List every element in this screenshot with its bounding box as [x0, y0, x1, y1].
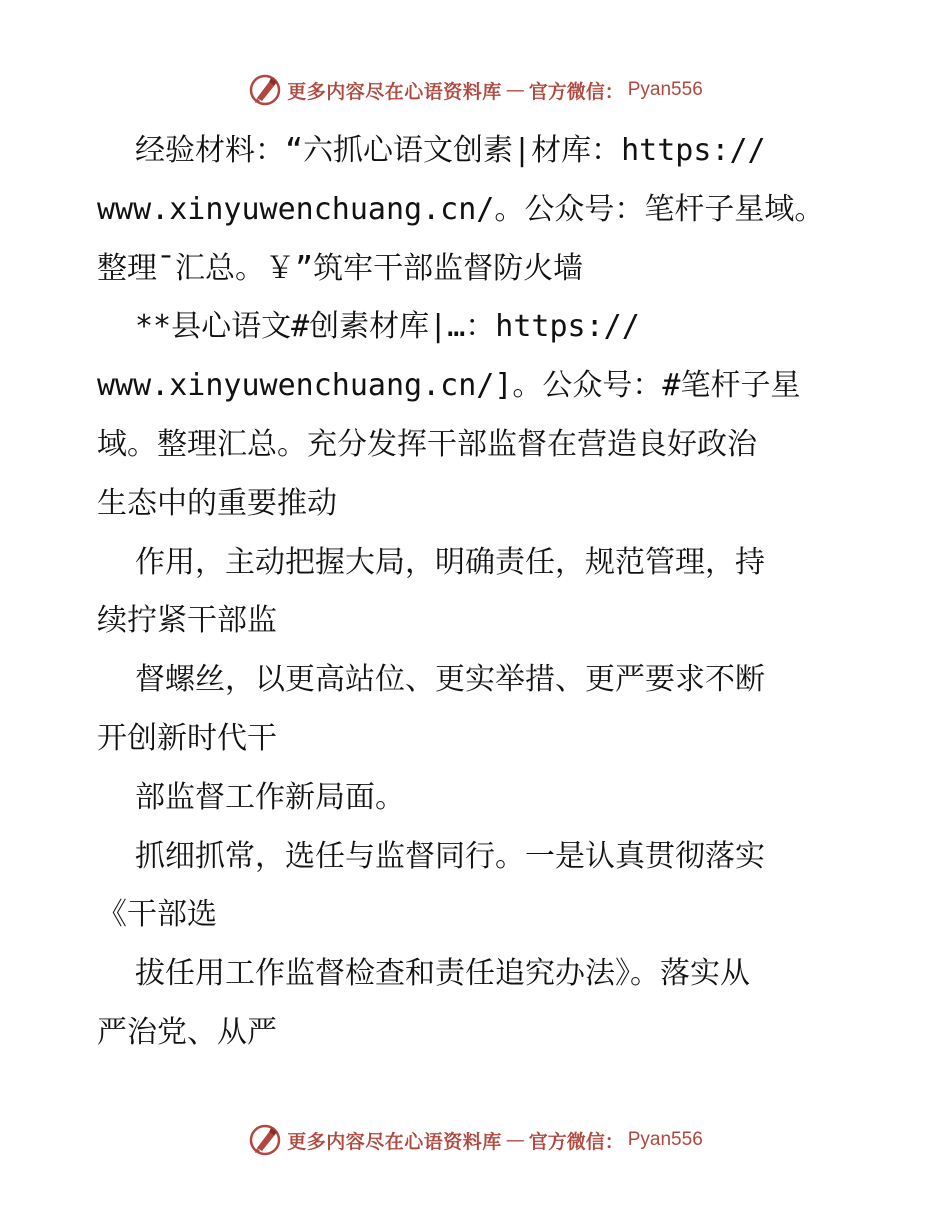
text-line: 域。整理汇总。充分发挥干部监督在营造良好政治: [97, 426, 757, 462]
text-line: 经验材料：“六抓心语文创素|材库：https://: [135, 133, 766, 168]
body-text: [97, 122, 857, 1063]
footer-banner: [0, 1122, 950, 1158]
header-contact-label: 官方微信：: [528, 80, 624, 103]
header-separator: —: [505, 79, 525, 101]
text-line: www.xinyuwenchuang.cn/。公众号：笔杆子星域。: [97, 191, 825, 227]
text-line: 督螺丝，以更高站位、更实举措、更严要求不断: [135, 662, 765, 698]
text-line: 整理¯汇总。￥”筑牢干部监督防火墙: [97, 250, 584, 286]
text-line: 开创新时代干: [97, 720, 277, 756]
text-line: 生态中的重要推动: [97, 485, 337, 521]
header-slogan: 更多内容尽在心语资料库: [287, 80, 502, 103]
text-line: 《干部选: [97, 897, 217, 933]
header-contact-id: Pyan556: [627, 79, 703, 100]
pen-seal-icon: [247, 72, 283, 108]
footer-contact-label: 官方微信：: [528, 1130, 624, 1153]
text-line: **县心语文#创素材库|…：https://: [135, 309, 640, 345]
text-line: www.xinyuwenchuang.cn/]。公众号：#笔杆子星: [97, 368, 801, 404]
text-line: 作用，主动把握大局，明确责任，规范管理，持: [135, 544, 765, 580]
pen-seal-icon: [247, 1122, 283, 1158]
footer-contact-id: Pyan556: [627, 1129, 703, 1150]
text-line: 严治党、从严: [97, 1014, 277, 1050]
footer-slogan: 更多内容尽在心语资料库: [287, 1130, 502, 1153]
text-line: 续拧紧干部监: [97, 603, 277, 639]
text-line: 抓细抓常，选任与监督同行。一是认真贯彻落实: [135, 838, 765, 874]
header-banner: [0, 72, 950, 108]
footer-separator: —: [505, 1129, 525, 1151]
text-line: 部监督工作新局面。: [135, 779, 405, 815]
text-line: 拔任用工作监督检查和责任追究办法》。落实从: [135, 956, 750, 992]
